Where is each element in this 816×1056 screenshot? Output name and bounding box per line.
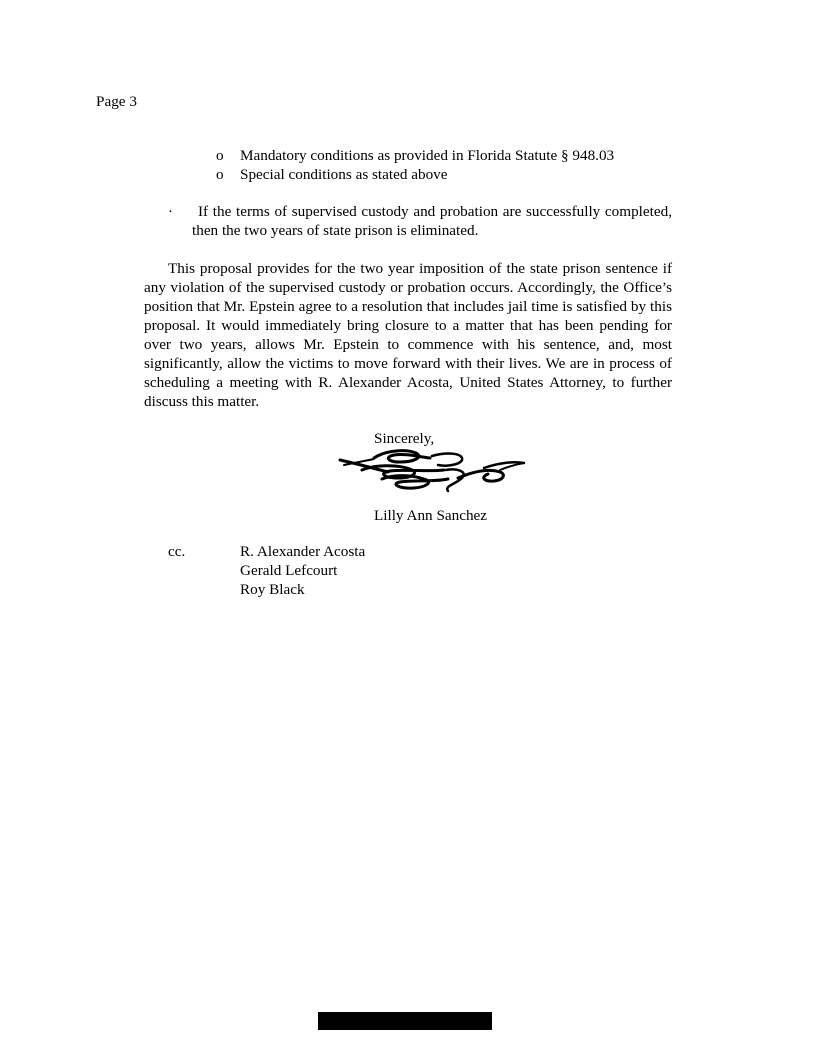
page-number: Page 3 (96, 93, 137, 110)
cc-recipient: Gerald Lefcourt (240, 562, 338, 579)
list-item (216, 165, 614, 184)
list-item (216, 146, 614, 165)
cc-label: cc. (168, 543, 186, 560)
condition-text: Mandatory conditions as provided in Florida Statute § 948.03 (240, 147, 615, 164)
body-paragraph: This proposal provides for the two year imposition of the state prison sentence if any violation of the supervised custody or probation occurs. Accordingly, the Office’s position that Mr. Epstein agree to a resolution that includes jail time is satisfied by this proposal. It would immediately bring closure to a matter that has been pending for over two years, allows Mr. Epstein to commence with his sentence, and, most significantly, allow the victims to move forward with their lives. We are in process of scheduling a meeting with R. Alexander Acosta, United States Attorney, to further discuss this matter. (144, 260, 672, 410)
condition-text: Special conditions as stated above (240, 166, 448, 183)
conditions-list (216, 146, 614, 184)
closing-salutation: Sincerely, (374, 430, 435, 447)
cc-recipient: Roy Black (240, 581, 305, 598)
signature (334, 446, 530, 496)
signer-name: Lilly Ann Sanchez (374, 507, 488, 524)
redaction-bar (318, 1012, 492, 1030)
bullet-text: If the terms of supervised custody and probation are successfully completed, then the two years of state prison is eliminated. (192, 203, 672, 239)
list-marker: o (216, 147, 224, 164)
list-marker: o (216, 166, 224, 183)
cc-recipient: R. Alexander Acosta (240, 543, 366, 560)
bullet-marker: · (168, 203, 174, 220)
cc-recipients (240, 542, 365, 599)
